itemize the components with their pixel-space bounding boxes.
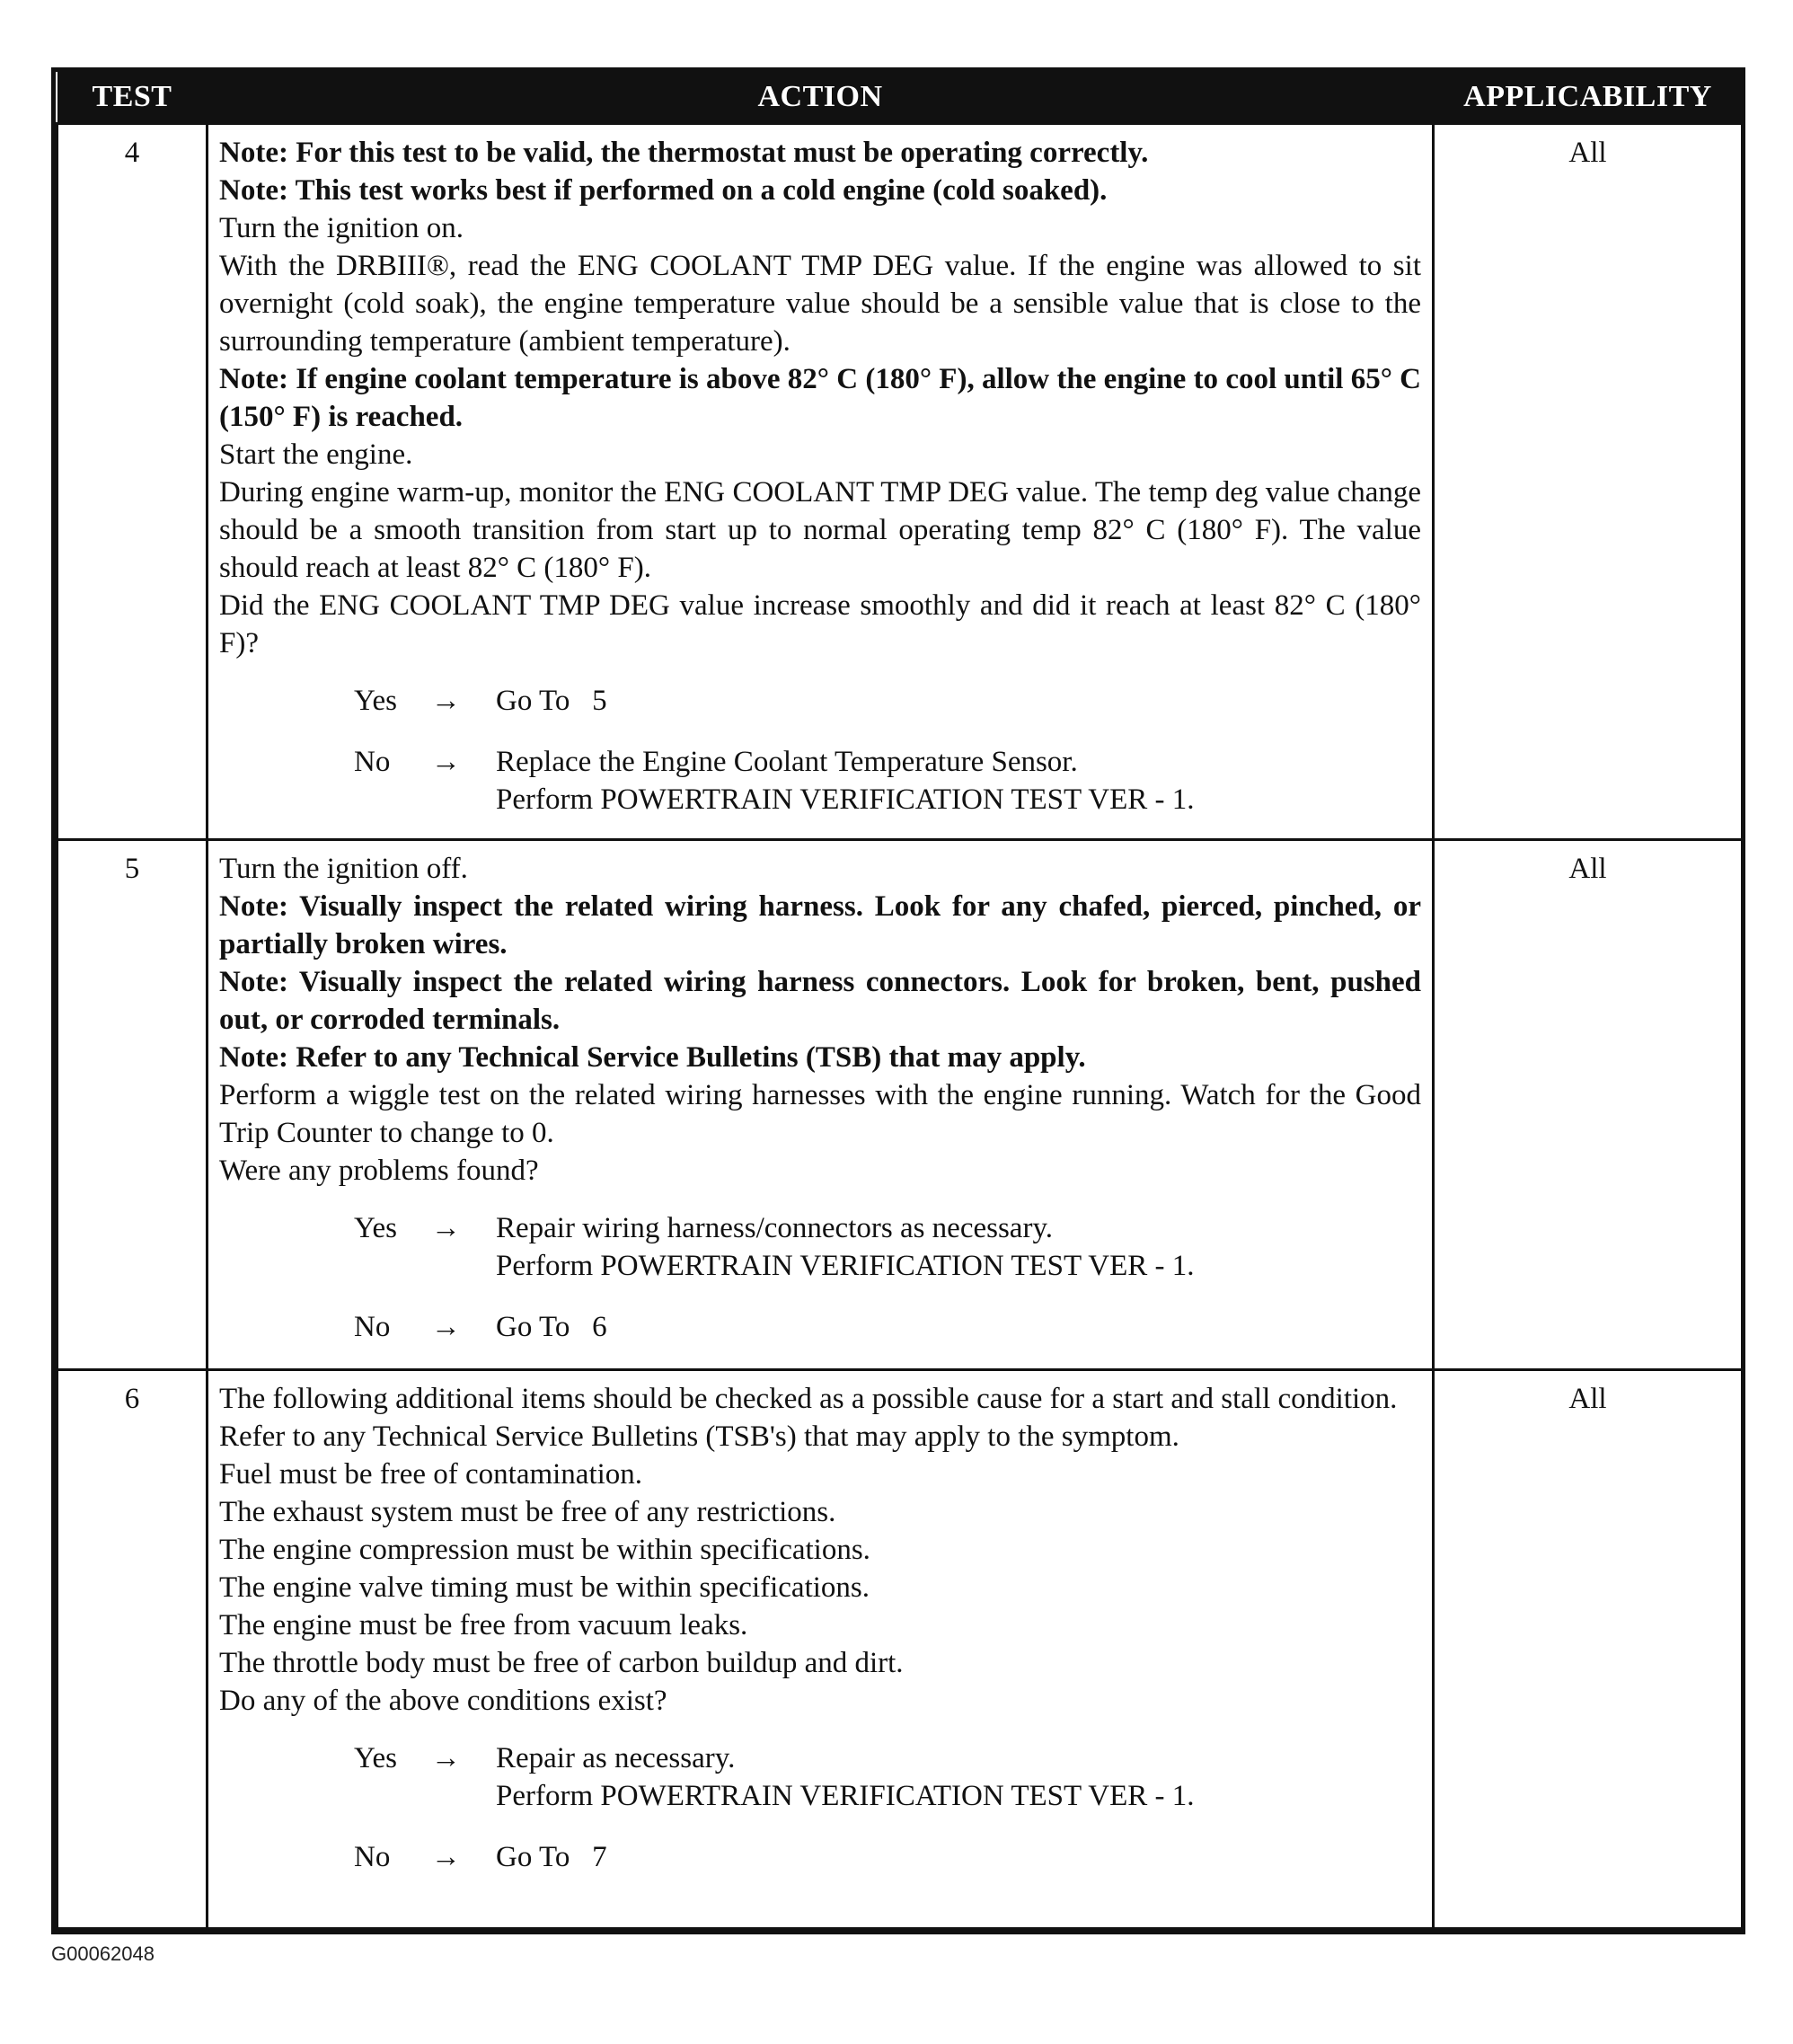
- instruction-text: The engine valve timing must be within specifications.: [219, 1571, 870, 1604]
- answer-label: Yes: [354, 1212, 398, 1244]
- note-text: Note: For this test to be valid, the thermostat must be operating correctly.: [219, 137, 1149, 169]
- header-action: ACTION: [208, 72, 1434, 124]
- action-cell: [208, 124, 1434, 840]
- test-number: 4: [57, 124, 208, 840]
- action-cell: [208, 840, 1434, 1370]
- answer-no: [354, 743, 1421, 818]
- instruction-text: The following additional items should be checked as a possible cause for a start and stall condition.: [219, 1383, 1398, 1415]
- answer-action: [496, 1838, 1421, 1876]
- answer-no: [354, 1308, 1421, 1346]
- applicability-value: All: [1434, 124, 1743, 840]
- note-text: Note: This test works best if performed on a cold engine (cold soaked).: [219, 174, 1108, 207]
- answer-label: No: [354, 1311, 391, 1343]
- arrow-right-icon: →: [431, 1212, 461, 1244]
- test-number: 6: [57, 1370, 208, 1929]
- answer-action-line: Replace the Engine Coolant Temperature Sensor.: [496, 746, 1078, 778]
- answer-list: [354, 1739, 1421, 1876]
- instruction-text: Perform a wiggle test on the related wiring harnesses with the engine running. Watch for the Good Trip Counter to change to 0.: [219, 1079, 1421, 1149]
- answer-yes: [354, 1739, 1421, 1815]
- answer-action: [496, 1308, 1421, 1346]
- diagnostic-table: [56, 72, 1744, 1930]
- instruction-text: Do any of the above conditions exist?: [219, 1685, 667, 1717]
- arrow-right-icon: →: [431, 1742, 461, 1774]
- applicability-value: All: [1434, 840, 1743, 1370]
- header-row: [57, 72, 1743, 124]
- note-text: Note: If engine coolant temperature is above 82° C (180° F), allow the engine to cool until 65° C (150° F) is reached.: [219, 363, 1421, 433]
- answer-action-line: Repair as necessary.: [496, 1742, 736, 1774]
- answer-list: [354, 682, 1421, 818]
- answer-list: [354, 1209, 1421, 1346]
- instruction-text: During engine warm-up, monitor the ENG COOLANT TMP DEG value. The temp deg value change should be a smooth transition from start up to normal operating temp 82° C (180° F). The value should reach at least 82° C (180° F).: [219, 476, 1421, 584]
- answer-action-line: Go To 7: [496, 1841, 607, 1873]
- instruction-text: Did the ENG COOLANT TMP DEG value increase smoothly and did it reach at least 82° C (180° F)?: [219, 589, 1421, 659]
- note-text: Note: Refer to any Technical Service Bulletins (TSB) that may apply.: [219, 1041, 1086, 1074]
- arrow-right-icon: →: [431, 685, 461, 717]
- answer-yes: [354, 682, 1421, 720]
- instruction-text: Turn the ignition off.: [219, 853, 468, 885]
- answer-no: [354, 1838, 1421, 1876]
- answer-action-line: Go To 6: [496, 1311, 607, 1343]
- answer-label: Yes: [354, 685, 398, 717]
- figure-id: G00062048: [51, 1942, 155, 1965]
- action-cell: [208, 1370, 1434, 1929]
- test-row: [57, 840, 1743, 1370]
- note-text: Note: Visually inspect the related wiring harness. Look for any chafed, pierced, pinched, or partially broken wires.: [219, 890, 1421, 960]
- answer-action-line: Perform POWERTRAIN VERIFICATION TEST VER - 1.: [496, 783, 1195, 816]
- answer-action: [496, 1739, 1421, 1815]
- answer-action: [496, 1209, 1421, 1285]
- answer-label: No: [354, 1841, 391, 1873]
- instruction-text: With the DRBIII®, read the ENG COOLANT TMP DEG value. If the engine was allowed to sit overnight (cold soak), the engine temperature value should be a sensible value that is close to the surrounding temperature (ambient temperature).: [219, 250, 1421, 358]
- instruction-text: Fuel must be free of contamination.: [219, 1458, 643, 1491]
- applicability-value: All: [1434, 1370, 1743, 1929]
- answer-label: Yes: [354, 1742, 398, 1774]
- test-row: [57, 1370, 1743, 1929]
- instruction-text: Turn the ignition on.: [219, 212, 464, 244]
- test-number: 5: [57, 840, 208, 1370]
- answer-action-line: Repair wiring harness/connectors as necessary.: [496, 1212, 1054, 1244]
- answer-action-line: Perform POWERTRAIN VERIFICATION TEST VER - 1.: [496, 1250, 1195, 1282]
- answer-action: [496, 743, 1421, 818]
- instruction-text: The throttle body must be free of carbon buildup and dirt.: [219, 1647, 904, 1679]
- header-applicability: APPLICABILITY: [1434, 72, 1743, 124]
- instruction-text: The exhaust system must be free of any restrictions.: [219, 1496, 836, 1528]
- answer-yes: [354, 1209, 1421, 1285]
- test-row: [57, 124, 1743, 840]
- instruction-text: Refer to any Technical Service Bulletins (TSB's) that may apply to the symptom.: [219, 1420, 1179, 1453]
- instruction-text: Start the engine.: [219, 438, 413, 471]
- answer-action-line: Perform POWERTRAIN VERIFICATION TEST VER - 1.: [496, 1780, 1195, 1812]
- instruction-text: The engine compression must be within specifications.: [219, 1534, 870, 1566]
- answer-label: No: [354, 746, 391, 778]
- instruction-text: Were any problems found?: [219, 1155, 539, 1187]
- answer-action: [496, 682, 1421, 720]
- arrow-right-icon: →: [431, 1311, 461, 1343]
- note-text: Note: Visually inspect the related wiring harness connectors. Look for broken, bent, pushed out, or corroded terminals.: [219, 966, 1421, 1036]
- instruction-text: The engine must be free from vacuum leaks.: [219, 1609, 748, 1641]
- header-test: TEST: [57, 72, 208, 124]
- arrow-right-icon: →: [431, 746, 461, 778]
- answer-action-line: Go To 5: [496, 685, 607, 717]
- arrow-right-icon: →: [431, 1841, 461, 1873]
- diagnostic-table-frame: [51, 67, 1745, 1934]
